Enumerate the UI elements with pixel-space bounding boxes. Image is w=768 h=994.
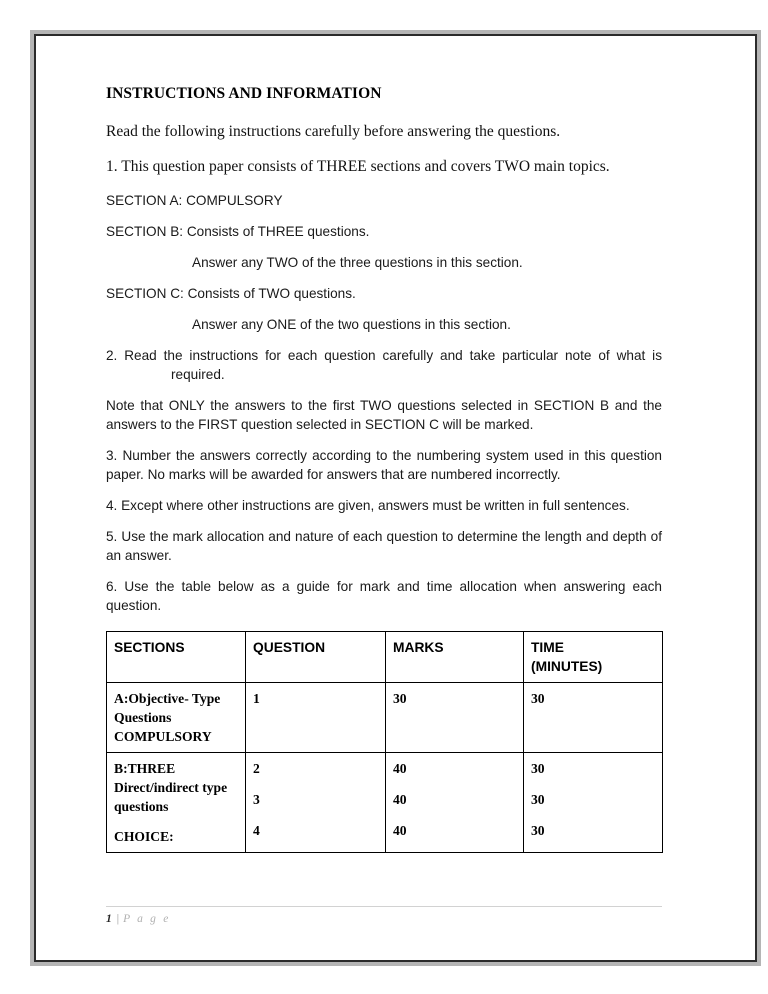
- row-a-sections-cell: [107, 683, 246, 753]
- table-header-question: QUESTION: [246, 632, 386, 683]
- row-b-sections-line-4: CHOICE:: [114, 829, 174, 844]
- row-b-question-gap-2: [253, 809, 378, 821]
- row-b-marks-2: 40: [393, 792, 407, 807]
- instruction-item-6: 6. Use the table below as a guide for mark and time allocation when answering each question.: [106, 579, 662, 613]
- row-a-marks-1: 30: [393, 691, 407, 706]
- row-b-question-3: 4: [253, 823, 260, 838]
- row-a-question-1: 1: [253, 691, 260, 706]
- row-a-sections-line-1: A:Objective- Type: [114, 691, 221, 706]
- row-b-sections-gap: [114, 816, 238, 827]
- row-b-time-gap-2: [531, 809, 655, 821]
- row-b-time-1: 30: [531, 761, 545, 776]
- row-b-marks-3: 40: [393, 823, 407, 838]
- table-header-time-line2: (MINUTES): [531, 659, 603, 674]
- row-b-sections-line-1: B:THREE: [114, 761, 176, 776]
- instruction-item-3: 3. Number the answers correctly according to the numbering system used in this question paper. No marks will be awarded for answers that are numbered incorrectly.: [106, 448, 662, 482]
- row-b-marks-cell: [386, 753, 524, 853]
- instruction-item-5: 5. Use the mark allocation and nature of each question to determine the length and depth of an answer.: [106, 529, 662, 563]
- section-b-answer-line: Answer any TWO of the three questions in this section.: [192, 255, 523, 270]
- section-c-answer-line: Answer any ONE of the two questions in this section.: [192, 317, 511, 332]
- footer-separator: |: [116, 913, 120, 925]
- row-b-sections-line-2: Direct/indirect: [114, 780, 199, 795]
- row-b-sections-line-3: type questions: [114, 780, 228, 814]
- row-a-sections-line-3: COMPULSORY: [114, 729, 212, 744]
- row-a-sections-line-2: Questions: [114, 710, 172, 725]
- mark-time-allocation-table: [106, 631, 663, 853]
- row-b-marks-gap-2: [393, 809, 516, 821]
- row-b-question-gap-1: [253, 778, 378, 790]
- instruction-item-1: 1. This question paper consists of THREE sections and covers TWO main topics.: [106, 158, 610, 175]
- page-footer: [106, 911, 662, 927]
- row-b-question-2: 3: [253, 792, 260, 807]
- row-b-question-cell: [246, 753, 386, 853]
- row-a-time-1: 30: [531, 691, 545, 706]
- intro-paragraph: Read the following instructions carefully before answering the questions.: [106, 123, 561, 140]
- footer-divider: [106, 906, 662, 907]
- document-content: [106, 84, 662, 853]
- table-header-time: [524, 632, 663, 683]
- row-a-question-cell: [246, 683, 386, 753]
- row-a-time-cell: [524, 683, 663, 753]
- section-b-line: SECTION B: Consists of THREE questions.: [106, 224, 370, 239]
- row-b-marks-gap-1: [393, 778, 516, 790]
- row-a-marks-cell: [386, 683, 524, 753]
- row-b-time-gap-1: [531, 778, 655, 790]
- row-b-time-cell: [524, 753, 663, 853]
- table-header-sections: SECTIONS: [107, 632, 246, 683]
- table-header-marks: MARKS: [386, 632, 524, 683]
- row-b-marks-1: 40: [393, 761, 407, 776]
- row-b-time-3: 30: [531, 823, 545, 838]
- section-a-line: SECTION A: COMPULSORY: [106, 193, 283, 208]
- row-b-time-2: 30: [531, 792, 545, 807]
- section-c-line: SECTION C: Consists of TWO questions.: [106, 286, 356, 301]
- table-row: [107, 683, 663, 753]
- row-b-sections-cell: [107, 753, 246, 853]
- table-row: [107, 753, 663, 853]
- instruction-item-4: 4. Except where other instructions are given, answers must be written in full sentences.: [106, 498, 630, 513]
- row-b-question-1: 2: [253, 761, 260, 776]
- table-header-row: [107, 632, 663, 683]
- footer-page-label: P a g e: [123, 913, 171, 925]
- footer-page-number: 1: [106, 913, 112, 925]
- instruction-item-2: 2. Read the instructions for each question carefully and take particular note of what is required.: [106, 348, 662, 382]
- table-header-time-line1: TIME: [531, 640, 564, 655]
- instruction-note: Note that ONLY the answers to the first TWO questions selected in SECTION B and the answers to the FIRST question selected in SECTION C will be marked.: [106, 398, 662, 432]
- page-title: INSTRUCTIONS AND INFORMATION: [106, 85, 382, 102]
